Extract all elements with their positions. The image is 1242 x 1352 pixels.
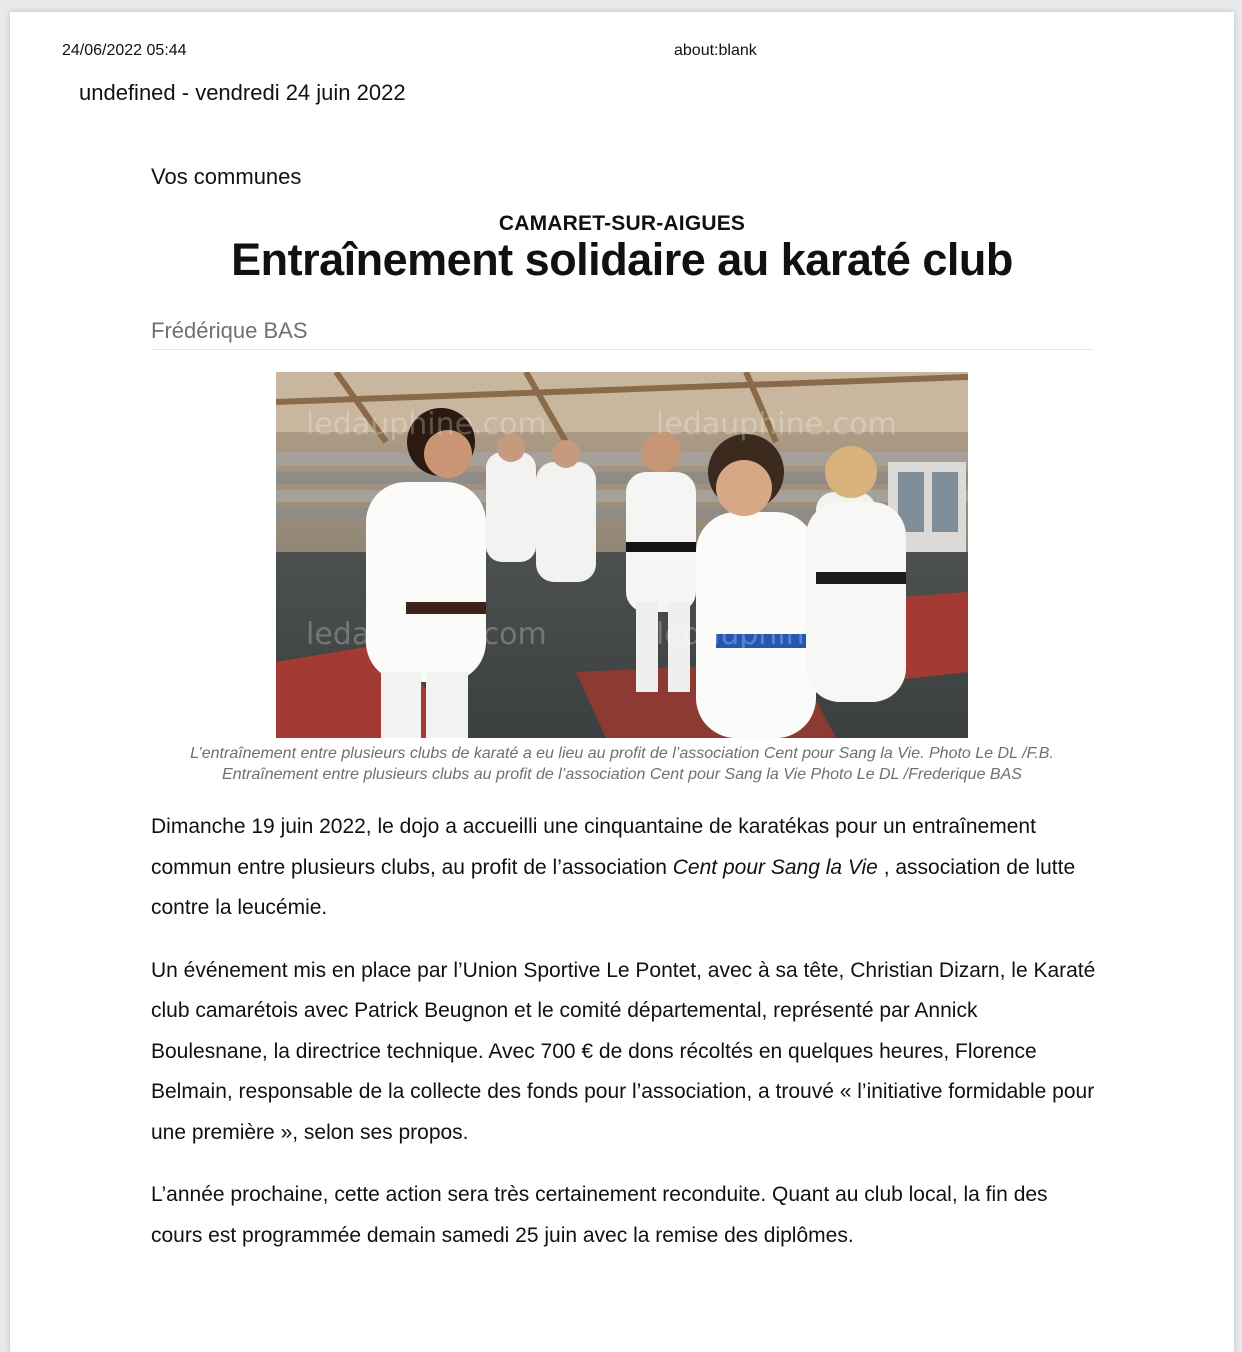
- print-date: 24/06/2022 05:44: [62, 42, 187, 59]
- paragraph-text: , association de lutte contre la leucémie.: [151, 855, 1076, 919]
- photo-watermark: ledauphine.com: [656, 617, 897, 652]
- article-paragraph: Un événement mis en place par l’Union Sportive Le Pontet, avec à sa tête, Christian Dizarn, le Karaté club camarétois avec Patrick Beugnon et le comité départemental, représenté par Annick Boulesnane, la directrice technique. Avec 700 € de dons récoltés en quelques heures, Florence Belmain, responsable de la collecte des fonds pour l’association, a trouvé « l’initiative formidable pour une première », selon ses propos.: [151, 958, 1096, 1144]
- edition-line: undefined - vendredi 24 juin 2022: [79, 80, 406, 105]
- photo-watermark: ledauphine.com: [306, 407, 547, 442]
- association-name: Cent pour Sang la Vie: [672, 855, 878, 879]
- article-headline: Entraînement solidaire au karaté club: [231, 234, 1013, 285]
- paragraph-text: Dimanche 19 juin 2022, le dojo a accueilli une cinquantaine de karatékas pour un entraînement commun entre plusieurs clubs, au profit de l’association: [151, 815, 1036, 879]
- article-author: Frédérique BAS: [151, 318, 308, 343]
- print-url: about:blank: [674, 42, 757, 59]
- byline-divider: [151, 349, 1094, 350]
- photo-watermark: ledauphine.com: [656, 407, 897, 442]
- printed-page: [10, 12, 1234, 1352]
- article-paragraph: L’année prochaine, cette action sera très certainement reconduite. Quant au club local, la fin des cours est programmée demain samedi 25 juin avec la remise des diplômes.: [151, 1183, 1048, 1247]
- photo-caption: L’entraînement entre plusieurs clubs de karaté a eu lieu au profit de l’association Cent pour Sang la Vie. Photo Le DL /F.B. Entraînement entre plusieurs clubs au profit de l’association Cent pour Sang la Vie Photo Le DL /Frederique BAS: [190, 745, 1054, 783]
- photo-watermark: ledauphine.com: [306, 617, 547, 652]
- article-body: [151, 807, 1096, 1278]
- article-paragraph: [151, 807, 1096, 929]
- article-kicker: CAMARET-SUR-AIGUES: [498, 212, 746, 235]
- article-photo: [276, 372, 968, 738]
- section-label: Vos communes: [151, 164, 302, 189]
